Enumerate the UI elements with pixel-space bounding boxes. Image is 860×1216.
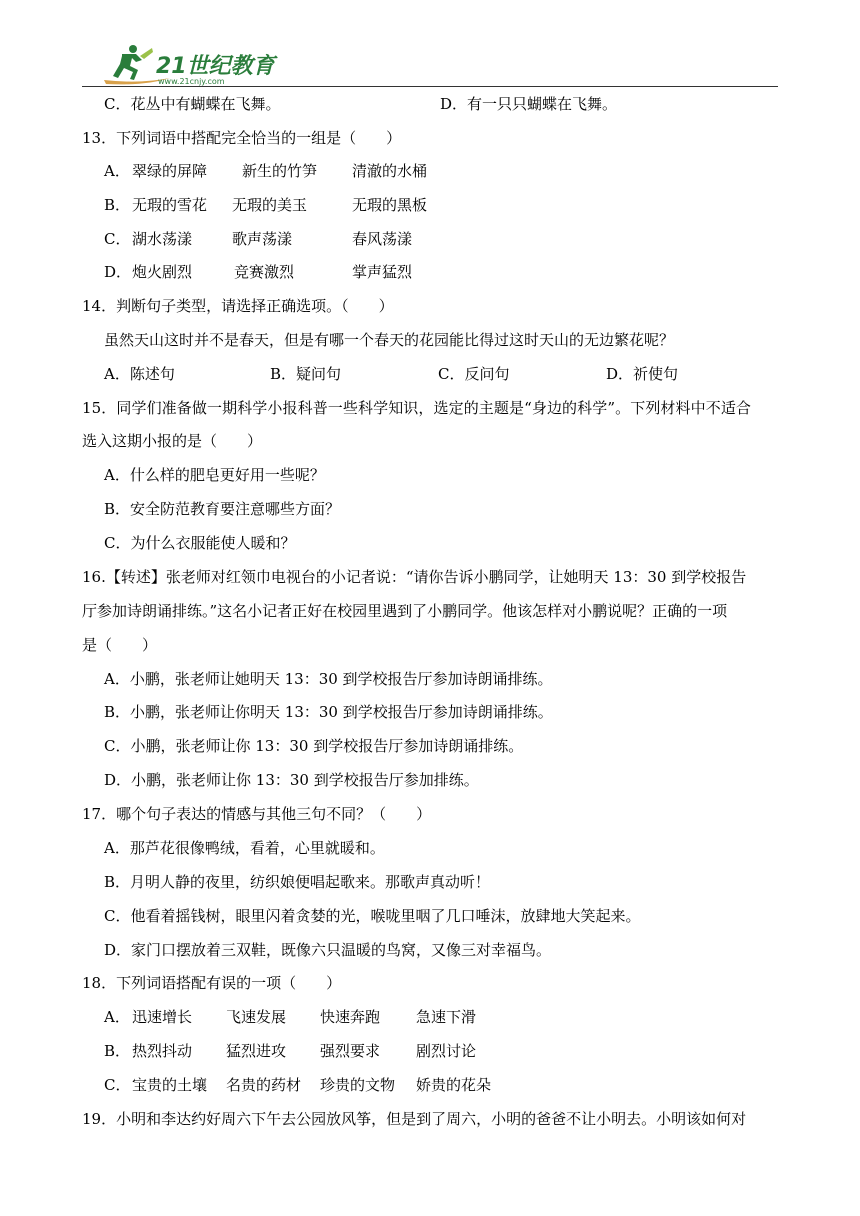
q14-option-d: D．祈使句	[606, 365, 679, 383]
q18-option-c: C． 宝贵的土壤 名贵的药材 珍贵的文物 娇贵的花朵	[104, 1076, 492, 1094]
q18-option-b: B． 热烈抖动 猛烈进攻 强烈要求 剧烈讨论	[104, 1042, 477, 1060]
q17-option-b: B．月明人静的夜里，纺织娘便唱起歌来。那歌声真动听！	[104, 873, 491, 891]
q14-option-a: A．陈述句	[104, 365, 175, 383]
q17-stem: 17．哪个句子表达的情感与其他三句不同？（ ）	[82, 805, 432, 823]
q16-stem-line1: 16.【转述】张老师对红领巾电视台的小记者说：“请你告诉小鹏同学，让她明天 13：30 到学校报告	[82, 568, 747, 586]
header-rule	[82, 86, 778, 87]
q13-option-b: B． 无瑕的雪花 无瑕的美玉 无瑕的黑板	[104, 196, 428, 214]
q16-stem-line3: 是（ ）	[82, 636, 158, 654]
q14-option-b: B．疑问句	[270, 365, 342, 383]
logo-url: www.21cnjy.com	[158, 77, 225, 86]
q15-stem-line2: 选入这期小报的是（ ）	[82, 432, 263, 450]
q17-option-a: A．那芦花很像鸭绒，看着，心里就暖和。	[104, 839, 385, 857]
q15-option-b: B．安全防范教育要注意哪些方面？	[104, 500, 341, 518]
logo-text: 21世纪教育	[156, 54, 275, 79]
q16-option-c: C．小鹏，张老师让你 13：30 到学校报告厅参加诗朗诵排练。	[104, 737, 524, 755]
q12-option-c: C．花丛中有蝴蝶在飞舞。	[104, 95, 281, 113]
runner-logo-icon	[100, 40, 280, 88]
q18-stem: 18．下列词语搭配有误的一项（ ）	[82, 974, 342, 992]
q19-stem-line1: 19．小明和李达约好周六下午去公园放风筝，但是到了周六，小明的爸爸不让小明去。小明该如何对	[82, 1110, 747, 1128]
q13-option-d: D． 炮火剧烈 竞赛激烈 掌声猛烈	[104, 263, 413, 281]
q16-option-d: D．小鹏，张老师让你 13：30 到学校报告厅参加排练。	[104, 771, 479, 789]
q14-stem: 14．判断句子类型，请选择正确选项。（ ）	[82, 297, 394, 315]
q13-stem: 13．下列词语中搭配完全恰当的一组是（ ）	[82, 129, 402, 147]
q13-option-c: C． 湖水荡漾 歌声荡漾 春风荡漾	[104, 230, 413, 248]
q13-option-a: A． 翠绿的屏障 新生的竹笋 清澈的水桶	[104, 162, 428, 180]
q17-option-c: C．他看着摇钱树，眼里闪着贪婪的光，喉咙里咽了几口唾沫，放肆地大笑起来。	[104, 907, 641, 925]
q14-sentence: 虽然天山这时并不是春天，但是有哪一个春天的花园能比得过这时天山的无边繁花呢？	[104, 331, 675, 349]
q12-option-d: D．有一只只蝴蝶在飞舞。	[440, 95, 618, 113]
q14-option-c: C．反问句	[438, 365, 510, 383]
q15-stem-line1: 15．同学们准备做一期科学小报科普一些科学知识，选定的主题是“身边的科学”。下列材料中不适合	[82, 399, 752, 417]
q17-option-d: D．家门口摆放着三双鞋，既像六只温暖的鸟窝，又像三对幸福鸟。	[104, 941, 552, 959]
logo	[100, 40, 280, 88]
q18-option-a: A． 迅速增长 飞速发展 快速奔跑 急速下滑	[104, 1008, 477, 1026]
q16-option-a: A．小鹏，张老师让她明天 13：30 到学校报告厅参加诗朗诵排练。	[104, 670, 553, 688]
q15-option-a: A．什么样的肥皂更好用一些呢？	[104, 466, 325, 484]
q15-option-c: C．为什么衣服能使人暖和？	[104, 534, 296, 552]
q16-option-b: B．小鹏，张老师让你明天 13：30 到学校报告厅参加诗朗诵排练。	[104, 703, 553, 721]
q16-stem-line2: 厅参加诗朗诵排练。”这名小记者正好在校园里遇到了小鹏同学。他该怎样对小鹏说呢？正确的一项	[82, 602, 728, 620]
